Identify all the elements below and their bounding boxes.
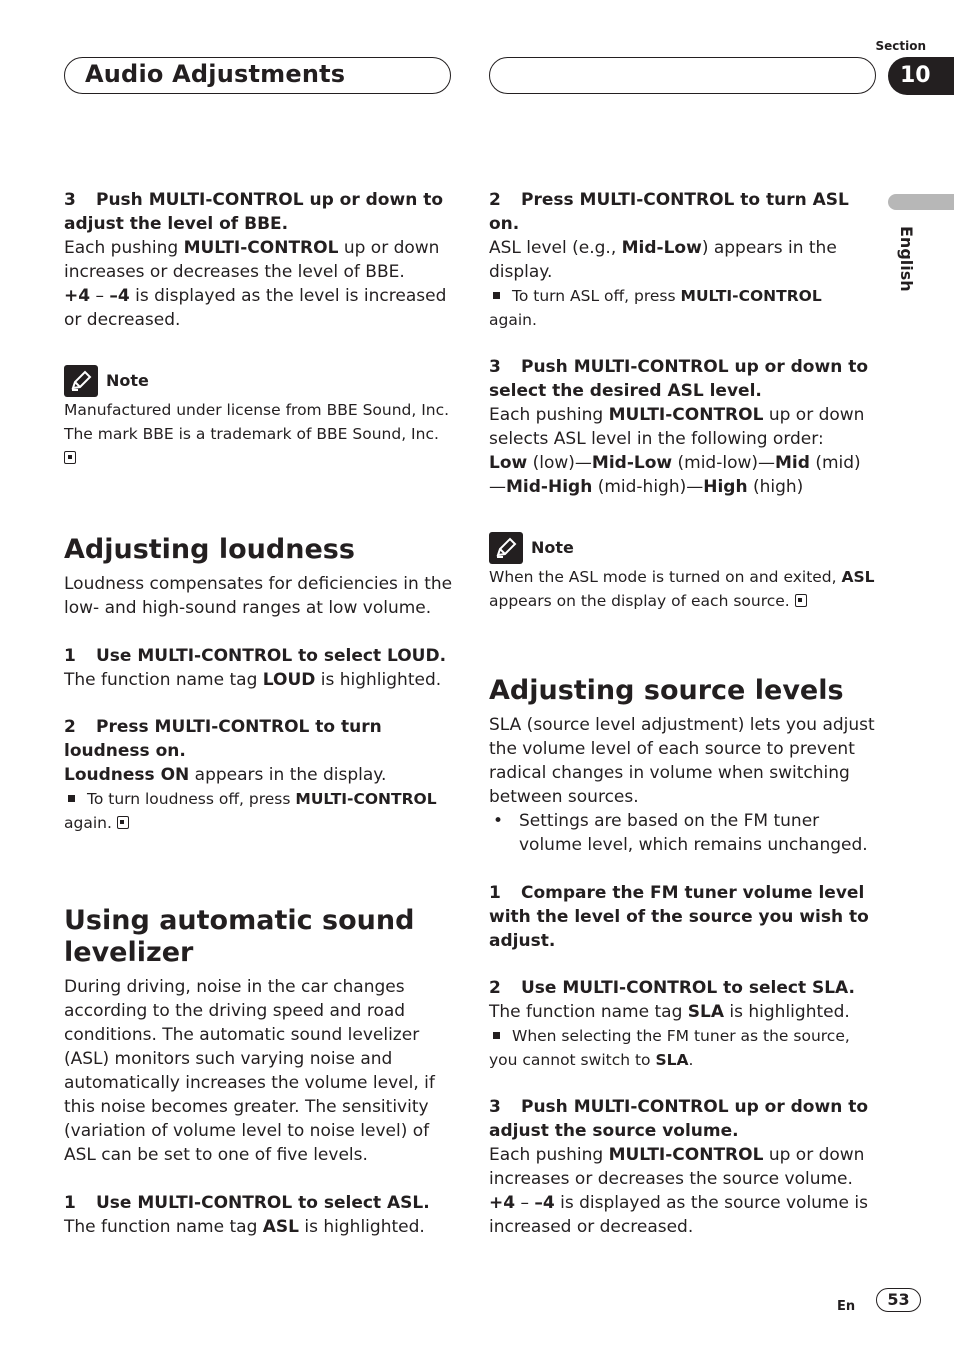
header-title: Audio Adjustments: [85, 60, 346, 88]
footer-language: En: [837, 1299, 856, 1314]
step-body: Each pushing MULTI-CONTROL up or down selects ASL level in the following order:: [489, 405, 865, 449]
step-body: The function name tag SLA is highlighted.: [489, 1002, 850, 1022]
step-body: ASL level (e.g., Mid-Low) appears in the display.: [489, 238, 837, 282]
step-range: +4 – –4 is displayed as the level is increased or decreased.: [64, 286, 447, 330]
loudness-intro: Loudness compensates for deficiencies in the low- and high-sound ranges at low volume.: [64, 574, 453, 618]
end-mark-icon: [117, 816, 129, 829]
pencil-icon: [64, 365, 98, 397]
step-heading: 2 Use MULTI-CONTROL to select SLA.: [489, 978, 855, 998]
page-number: 53: [876, 1288, 921, 1312]
step-body: The function name tag LOUD is highlighted.: [64, 670, 442, 690]
asl-level-order: Low (low)—Mid-Low (mid-low)—Mid (mid) —Mid-High (mid-high)—High (high): [489, 453, 861, 497]
note-label: Note: [106, 371, 149, 390]
square-bullet-icon: [68, 795, 75, 802]
section-label: Section: [875, 39, 926, 53]
bullet-dot-icon: •: [493, 811, 504, 831]
right-column: [489, 188, 879, 1239]
step-heading: 1 Compare the FM tuner volume level with the level of the source you wish to adjust.: [489, 883, 869, 951]
section-heading-asl: Using automatic sound levelizer: [64, 905, 415, 968]
sla-intro: SLA (source level adjustment) lets you adjust the volume level of each source to prevent radical changes in volume when switching between sources.: [489, 715, 875, 807]
step-heading: 3 Push MULTI-CONTROL up or down to select the desired ASL level.: [489, 357, 869, 401]
step-body: Each pushing MULTI-CONTROL up or down increases or decreases the source volume.: [489, 1145, 865, 1189]
note-header: [489, 531, 879, 565]
asl-intro: During driving, noise in the car changes according to the driving speed and road conditions. The automatic sound levelizer (ASL) monitors such varying noise and automatically increases the volume level, if this noise becomes greater. The sensitivity (variation of volume level to noise level) of ASL can be set to one of five levels.: [64, 977, 435, 1165]
step-range: +4 – –4 is displayed as the source volume is increased or decreased.: [489, 1193, 868, 1237]
section-heading-sla: Adjusting source levels: [489, 675, 844, 706]
step-body: The function name tag ASL is highlighted.: [64, 1217, 425, 1237]
section-number: 10: [888, 57, 954, 95]
note-header: [64, 364, 454, 398]
step-heading: 3 Push MULTI-CONTROL up or down to adjust the level of BBE.: [64, 190, 444, 234]
end-mark-icon: [795, 594, 807, 607]
step-heading: 3 Push MULTI-CONTROL up or down to adjust the source volume.: [489, 1097, 869, 1141]
language-tab-marker: [888, 194, 954, 210]
step-heading: 2 Press MULTI-CONTROL to turn ASL on.: [489, 190, 849, 234]
left-column: [64, 188, 454, 1239]
note-label: Note: [531, 538, 574, 557]
step-body: Loudness ON appears in the display.: [64, 765, 387, 785]
end-mark-icon: [64, 451, 76, 464]
language-label: English: [897, 226, 916, 292]
step-heading: 1 Use MULTI-CONTROL to select LOUD.: [64, 646, 447, 666]
bullet-item: • Settings are based on the FM tuner volume level, which remains unchanged.: [489, 809, 879, 857]
section-heading-loudness: Adjusting loudness: [64, 534, 355, 565]
step-body: Each pushing MULTI-CONTROL up or down increases or decreases the level of BBE.: [64, 238, 440, 282]
square-bullet-icon: [493, 1032, 500, 1039]
note-text: When the ASL mode is turned on and exited, ASL appears on the display of each source.: [489, 568, 875, 610]
header-title-frame: [64, 57, 451, 94]
step-heading: 2 Press MULTI-CONTROL to turn loudness on.: [64, 717, 382, 761]
note-text: Manufactured under license from BBE Sound, Inc. The mark BBE is a trademark of BBE Sound, Inc.: [64, 398, 454, 470]
step-heading: 1 Use MULTI-CONTROL to select ASL.: [64, 1193, 430, 1213]
tip-text: To turn ASL off, press MULTI-CONTROL again.: [489, 287, 822, 329]
tip-text: To turn loudness off, press MULTI-CONTROL again.: [64, 790, 437, 832]
header-blank-frame: [489, 57, 876, 94]
square-bullet-icon: [493, 292, 500, 299]
tip-text: When selecting the FM tuner as the source, you cannot switch to SLA.: [489, 1027, 850, 1069]
pencil-icon: [489, 532, 523, 564]
